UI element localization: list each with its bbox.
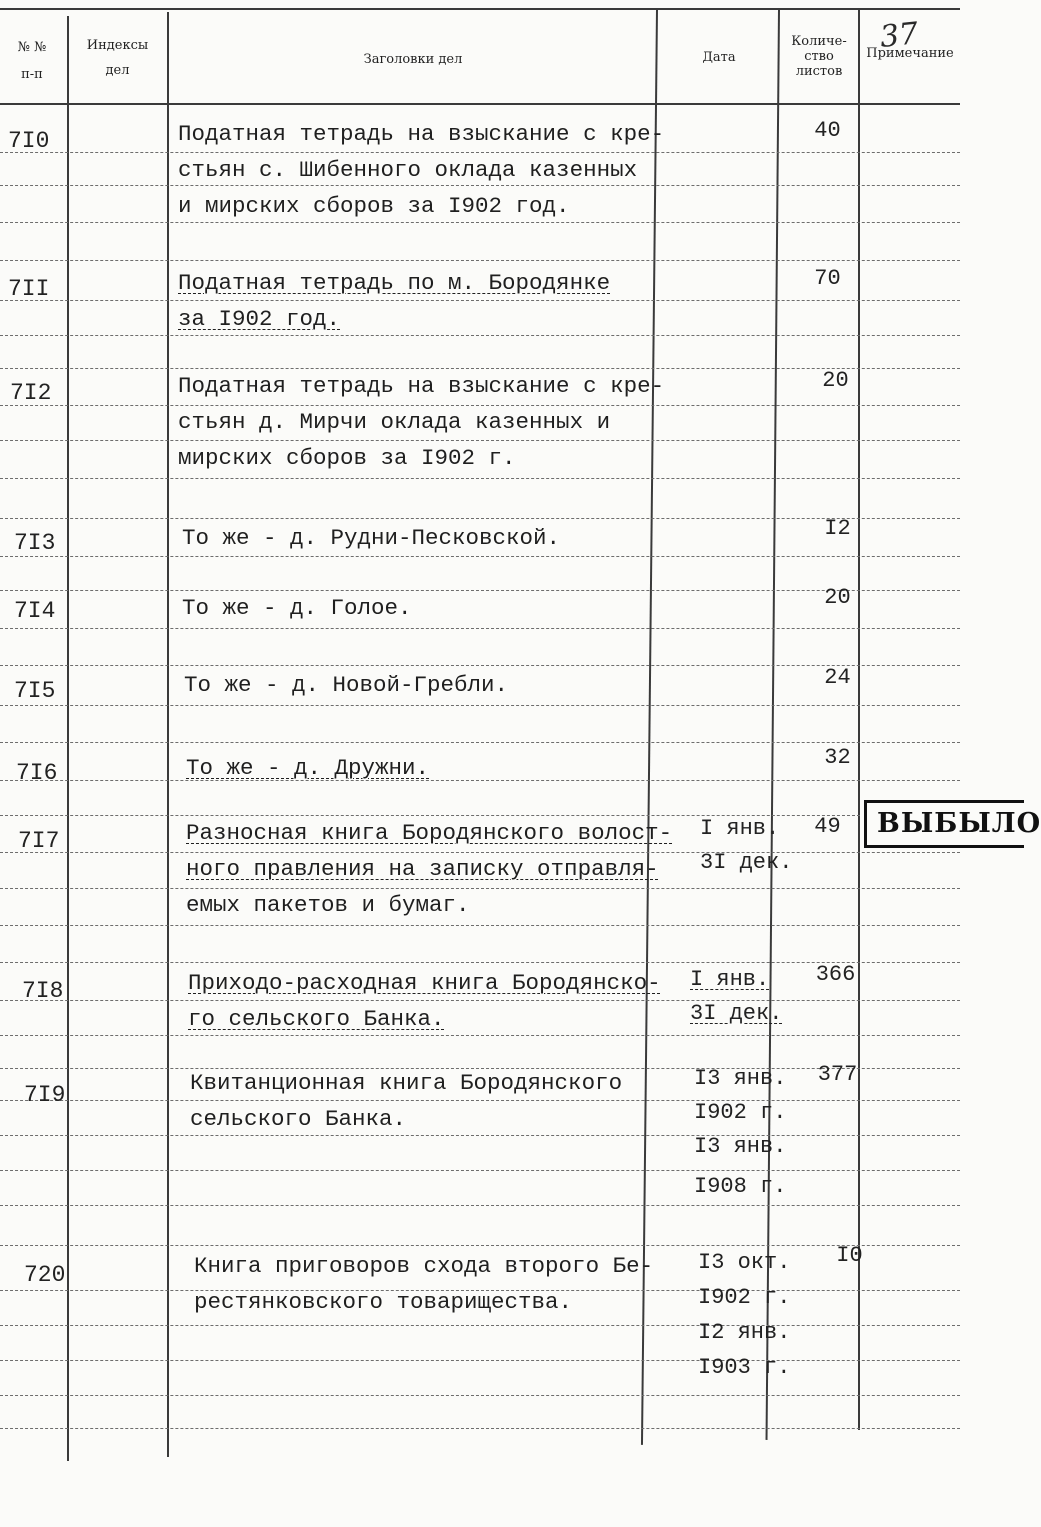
row-title: То же - д. Новой-Гребли. — [184, 672, 509, 698]
row-title: Приходо-расходная книга Бородянско- го сельского Банка. — [188, 970, 661, 1032]
row-number: 7I9 — [24, 1082, 66, 1108]
header-index-line2: дел — [105, 63, 130, 78]
row-number: 7II — [8, 276, 50, 302]
row-date: I3 янв. I902 г. I3 янв. I908 г. — [694, 1066, 787, 1199]
page-number: 37 — [878, 16, 920, 55]
row-title: Разносная книга Бородянского волост- ного правления на записку отправля- емых пакетов и бумаг. — [186, 820, 673, 918]
header-count-line1: Количе- — [791, 34, 847, 49]
row-count: 40 — [814, 118, 841, 143]
header-note-col: Примечание — [866, 46, 954, 61]
status-stamp: ВЫБЫЛО — [864, 800, 1024, 848]
row-date: I3 окт. I902 г. I2 янв. I903 г. — [698, 1250, 791, 1380]
table-top-border — [0, 8, 960, 10]
row-count: 377 — [817, 1062, 858, 1087]
header-count-col — [780, 34, 858, 79]
header-index-col — [70, 38, 165, 78]
row-count: 24 — [824, 665, 851, 690]
header-number-line1: № № — [17, 40, 47, 55]
header-bottom-border — [0, 103, 960, 105]
header-date-col: Дата — [702, 50, 736, 65]
row-number: 7I2 — [10, 380, 52, 406]
row-title: Податная тетрадь на взыскание с кре- стьян д. Мирчи оклада казенных и мирских сборов за I902 г. — [178, 373, 665, 471]
row-title: То же - д. Рудни-Песковской. — [182, 525, 561, 551]
row-count: I2 — [824, 516, 851, 541]
row-count: 70 — [814, 266, 841, 291]
row-number: 7I8 — [22, 978, 64, 1004]
row-title: Квитанционная книга Бородянского сельского Банка. — [190, 1070, 623, 1132]
row-number: 7I3 — [14, 530, 56, 556]
row-title: Книга приговоров схода второго Бе- рестянковского товарищества. — [194, 1253, 654, 1315]
col-divider-4 — [766, 10, 780, 1440]
header-number-col — [0, 40, 64, 82]
col-divider-3 — [641, 10, 658, 1445]
header-title-col: Заголовки дел — [363, 52, 463, 67]
row-number: 7I0 — [8, 128, 50, 154]
row-title: То же - д. Дружни. — [186, 755, 430, 781]
header-index-line1: Индексы — [86, 38, 149, 53]
row-number: 7I7 — [18, 828, 60, 854]
header-number-line2: п-п — [21, 67, 43, 82]
row-date: I янв. 3I дек. — [690, 967, 783, 1026]
row-number: 7I4 — [14, 598, 56, 624]
row-number: 7I5 — [14, 678, 56, 704]
header-count-line2: ство — [804, 49, 834, 64]
row-count: 366 — [815, 962, 856, 987]
row-number: 7I6 — [16, 760, 58, 786]
row-count: 20 — [824, 585, 851, 610]
row-number: 720 — [24, 1262, 66, 1288]
col-divider-2 — [167, 12, 169, 1457]
row-count: 20 — [822, 368, 849, 393]
col-divider-5 — [858, 10, 860, 1430]
row-count: I0 — [836, 1243, 863, 1268]
row-date: I янв. 3I дек. — [700, 816, 793, 875]
row-title: То же - д. Голое. — [182, 595, 412, 621]
row-count: 49 — [814, 814, 841, 839]
header-count-line3: листов — [795, 64, 843, 79]
row-count: 32 — [824, 745, 851, 770]
row-title: Податная тетрадь по м. Бородянке за I902 год. — [178, 270, 611, 332]
row-title: Податная тетрадь на взыскание с кре- стьян с. Шибенного оклада казенных и мирских сборов за I902 год. — [178, 121, 665, 219]
